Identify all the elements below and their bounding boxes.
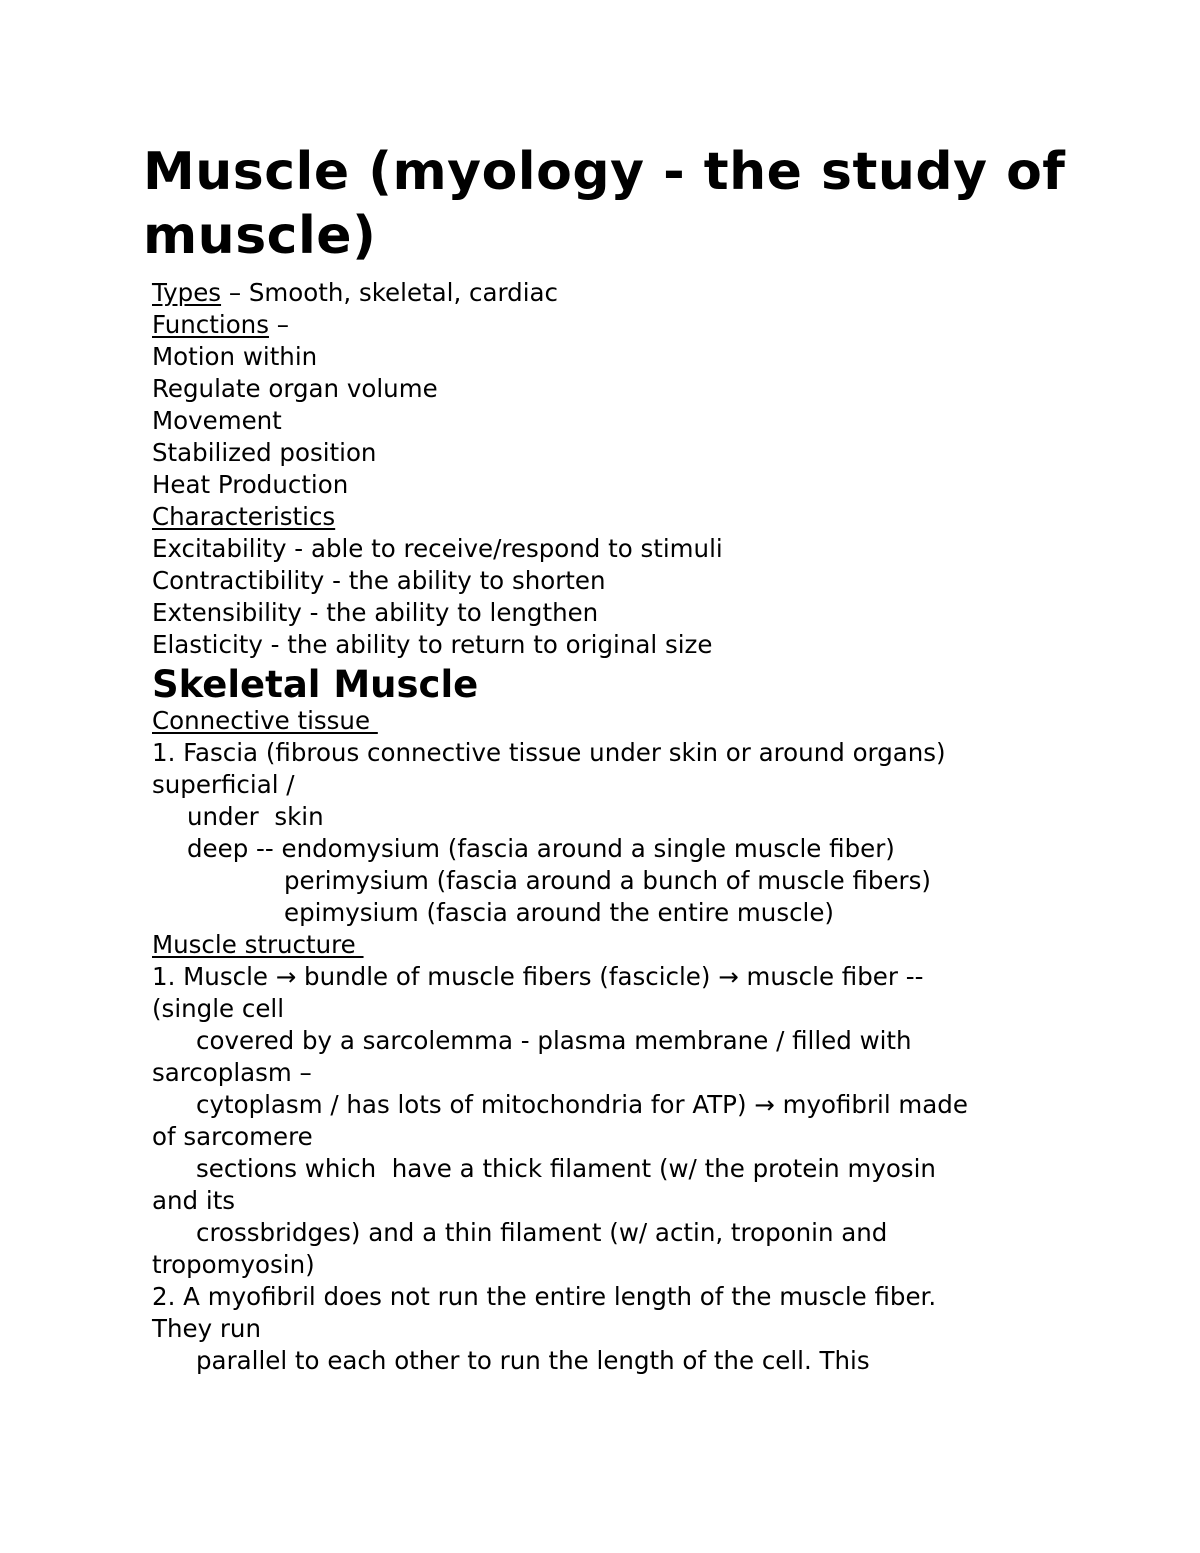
function-item: Stabilized position bbox=[152, 438, 377, 467]
connective-line: under skin bbox=[187, 802, 324, 831]
connective-line: superficial / bbox=[152, 770, 295, 799]
connective-line: perimysium (fascia around a bunch of muscle fibers) bbox=[284, 866, 931, 895]
structure-line: cytoplasm / has lots of mitochondria for ATP) → myofibril made bbox=[196, 1090, 968, 1119]
connective-line: 1. Fascia (fibrous connective tissue under skin or around organs) bbox=[152, 738, 946, 767]
functions-text: – bbox=[268, 310, 290, 339]
connective-line: deep -- endomysium (fascia around a single muscle fiber) bbox=[187, 834, 895, 863]
function-item: Heat Production bbox=[152, 470, 349, 499]
connective-tissue-label: Connective tissue bbox=[152, 706, 378, 735]
muscle-structure-label: Muscle structure bbox=[152, 930, 364, 959]
characteristic-item: Contractibility - the ability to shorten bbox=[152, 566, 606, 595]
structure-line: of sarcomere bbox=[152, 1122, 313, 1151]
functions-label: Functions bbox=[152, 310, 269, 339]
types-text: – Smooth, skeletal, cardiac bbox=[221, 278, 558, 307]
structure-line: They run bbox=[152, 1314, 261, 1343]
function-item: Regulate organ volume bbox=[152, 374, 438, 403]
structure-line: sarcoplasm – bbox=[152, 1058, 312, 1087]
structure-line: 1. Muscle → bundle of muscle fibers (fascicle) → muscle fiber -- bbox=[152, 962, 924, 991]
characteristics-line bbox=[152, 501, 1112, 533]
characteristic-item: Elasticity - the ability to return to original size bbox=[152, 630, 713, 659]
functions-line bbox=[152, 309, 1112, 341]
characteristic-item: Excitability - able to receive/respond to stimuli bbox=[152, 534, 723, 563]
types-line bbox=[152, 277, 1112, 309]
types-label: Types bbox=[152, 278, 222, 307]
characteristic-item: Extensibility - the ability to lengthen bbox=[152, 598, 599, 627]
structure-line: and its bbox=[152, 1186, 236, 1215]
structure-line: crossbridges) and a thin filament (w/ actin, troponin and bbox=[196, 1218, 888, 1247]
structure-line: 2. A myofibril does not run the entire length of the muscle fiber. bbox=[152, 1282, 937, 1311]
page-title: Muscle (myology - the study of muscle) bbox=[143, 142, 1066, 266]
structure-line: sections which have a thick filament (w/ the protein myosin bbox=[196, 1154, 936, 1183]
structure-line: covered by a sarcolemma - plasma membrane / filled with bbox=[196, 1026, 912, 1055]
structure-line: tropomyosin) bbox=[152, 1250, 315, 1279]
characteristics-label: Characteristics bbox=[152, 502, 336, 531]
connective-line: epimysium (fascia around the entire muscle) bbox=[284, 898, 834, 927]
connective-tissue-line bbox=[152, 705, 1112, 737]
document-body bbox=[152, 277, 1112, 1377]
structure-line: (single cell bbox=[152, 994, 285, 1023]
muscle-structure-line bbox=[152, 929, 1112, 961]
structure-line: parallel to each other to run the length of the cell. This bbox=[196, 1346, 870, 1375]
function-item: Movement bbox=[152, 406, 282, 435]
function-item: Motion within bbox=[152, 342, 318, 371]
section-heading-skeletal-muscle: Skeletal Muscle bbox=[152, 663, 479, 706]
